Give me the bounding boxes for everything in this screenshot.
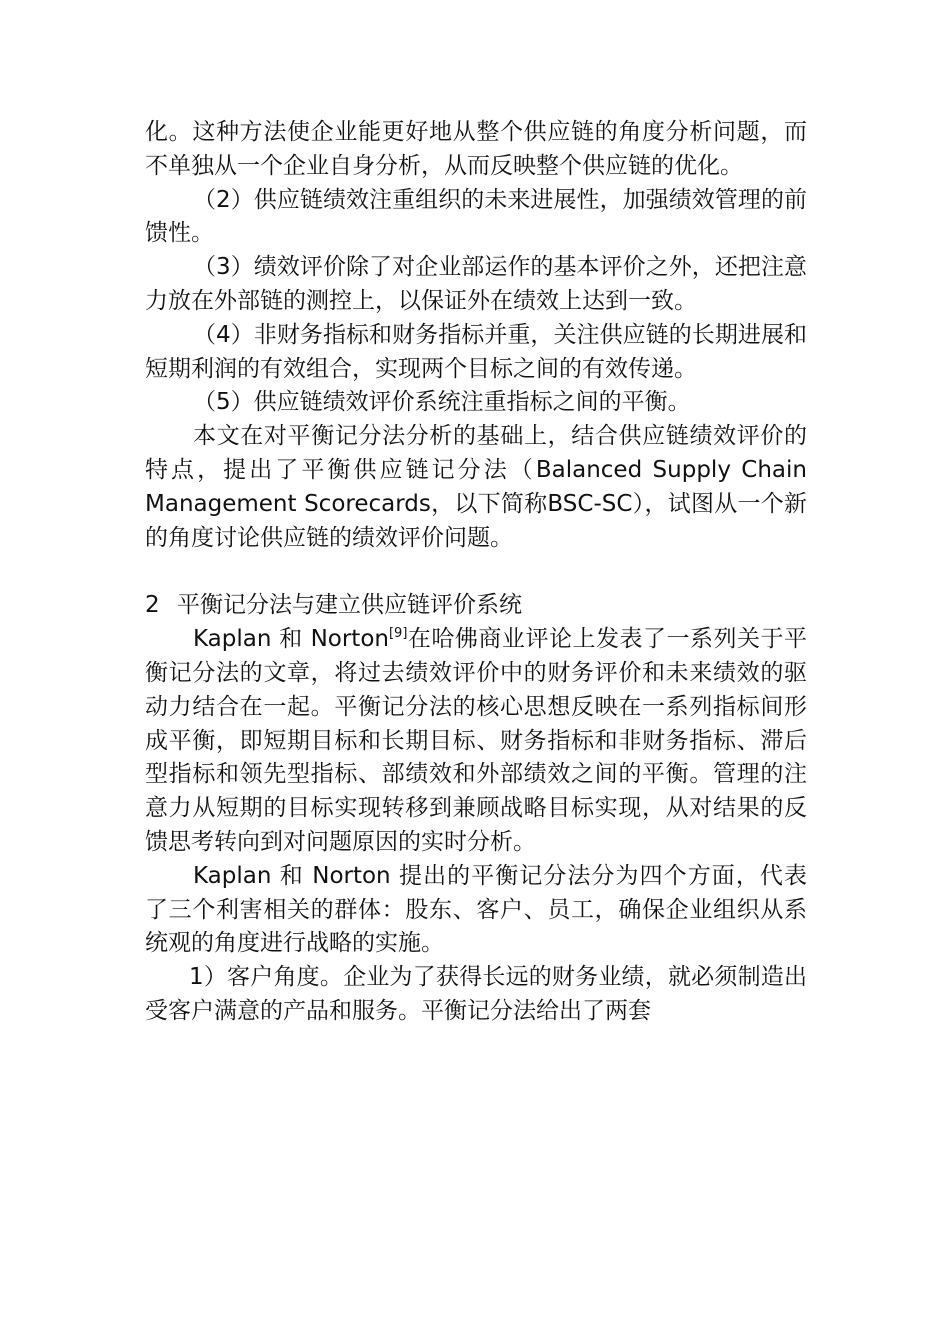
paragraph-kaplan-norton — [145, 623, 807, 860]
paragraph-four-aspects: Kaplan 和 Norton 提出的平衡记分法分为四个方面，代表了三个利害相关的群体：股东、客户、员工，确保企业组织从系统观的角度进行战略的实施。 — [145, 862, 807, 957]
paragraph-text: 在哈佛商业评论上发表了一系列关于平衡记分法的文章，将过去绩效评价中的财务评价和未来绩效的驱动力结合在一起。平衡记分法的核心思想反映在一系列指标间形成平衡，即短期目标和长期目标、财务指标和非财务指标、滞后型指标和领先型指标、部绩效和外部绩效之间的平衡。管理的注意力从短期的目标实现转移到兼顾战略目标实现，从对结果的反馈思考转向到对问题原因的实时分析。 — [145, 626, 807, 855]
paragraph-bsc-sc-intro: 本文在对平衡记分法分析的基础上，结合供应链绩效评价的特点，提出了平衡供应链记分法（Balanced Supply Chain Management Scorecards，以下简称BSC-SC），试图从一个新的角度讨论供应链的绩效评价问题。 — [145, 423, 807, 551]
body-text — [145, 116, 807, 1029]
paragraph-customer-perspective: 1）客户角度。企业为了获得长远的财务业绩，就必须制造出受客户满意的产品和服务。平衡记分法给出了两套 — [145, 964, 807, 1024]
section-number: 2 — [145, 592, 160, 619]
section-heading — [145, 589, 807, 623]
paragraph-continuation: 化。这种方法使企业能更好地从整个供应链的角度分析问题，而不单独从一个企业自身分析，从而反映整个供应链的优化。 — [145, 119, 807, 179]
author-names: Kaplan 和 Norton — [193, 626, 389, 653]
paragraph-item-2: （2）供应链绩效注重组织的未来进展性，加强绩效管理的前馈性。 — [145, 186, 807, 247]
paragraph-item-4: （4）非财务指标和财务指标并重，关注供应链的长期进展和短期利润的有效组合，实现两个目标之间的有效传递。 — [145, 321, 807, 382]
section-spacer — [145, 555, 807, 589]
paragraph-item-3: （3）绩效评价除了对企业部运作的基本评价之外，还把注意力放在外部链的测控上，以保证外在绩效上达到一致。 — [145, 254, 807, 314]
citation-reference: [9] — [388, 626, 408, 642]
section-title: 平衡记分法与建立供应链评价系统 — [177, 592, 522, 619]
paragraph-item-5: （5）供应链绩效评价系统注重指标之间的平衡。 — [193, 389, 691, 416]
